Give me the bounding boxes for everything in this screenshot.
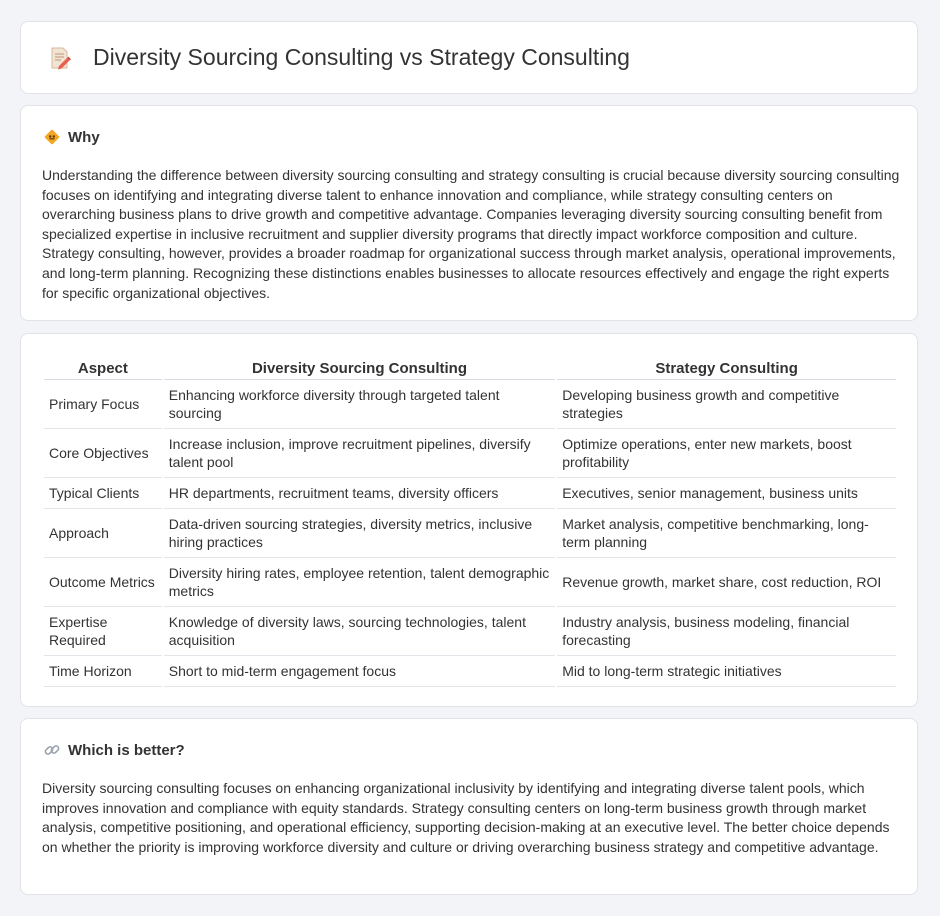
row-strategy-value: Optimize operations, enter new markets, boost profitability	[557, 429, 896, 478]
table-row	[44, 656, 896, 687]
row-aspect: Primary Focus	[44, 380, 162, 429]
table-row	[44, 478, 896, 509]
comparison-card	[20, 333, 918, 707]
row-strategy-value: Market analysis, competitive benchmarking, long-term planning	[557, 509, 896, 558]
row-strategy-value: Developing business growth and competitive strategies	[557, 380, 896, 429]
title-row	[47, 44, 630, 71]
table-row	[44, 607, 896, 656]
better-header	[43, 741, 185, 759]
why-paragraph: Understanding the difference between diversity sourcing consulting and strategy consulting is crucial because diversity sourcing consulting focuses on identifying and integrating diverse talent to enhance innovation and compliance, while strategy consulting centers on overarching business plans to drive growth and competitive advantage. Companies leveraging diversity sourcing consulting benefit from specialized expertise in inclusive recruitment and supplier diversity programs that directly impact workforce composition and culture. Strategy consulting, however, provides a broader roadmap for organizational success through market analysis, operational improvements, and long-term planning. Recognizing these distinctions enables businesses to allocate resources effectively and engage the right experts for specific organizational objectives.	[42, 167, 900, 301]
which-is-better-card	[20, 718, 918, 895]
row-strategy-value: Industry analysis, business modeling, financial forecasting	[557, 607, 896, 656]
table-row	[44, 429, 896, 478]
table-row	[44, 380, 896, 429]
row-diversity-value: Data-driven sourcing strategies, diversity metrics, inclusive hiring practices	[164, 509, 555, 558]
row-strategy-value: Mid to long-term strategic initiatives	[557, 656, 896, 687]
table-row	[44, 509, 896, 558]
comparison-table	[42, 355, 898, 687]
header-strategy: Strategy Consulting	[557, 355, 896, 380]
row-diversity-value: Short to mid-term engagement focus	[164, 656, 555, 687]
page-title: Diversity Sourcing Consulting vs Strategy Consulting	[93, 44, 630, 70]
row-diversity-value: Enhancing workforce diversity through targeted talent sourcing	[164, 380, 555, 429]
why-title: Why	[68, 128, 100, 146]
row-aspect: Outcome Metrics	[44, 558, 162, 607]
header-aspect: Aspect	[44, 355, 162, 380]
table-header-row	[44, 355, 896, 380]
row-diversity-value: Diversity hiring rates, employee retention, talent demographic metrics	[164, 558, 555, 607]
header-card	[20, 21, 918, 94]
better-paragraph: Diversity sourcing consulting focuses on enhancing organizational inclusivity by identifying and integrating diverse talent pools, which improves innovation and compliance with equity standards. Strategy consulting centers on long-term business growth through market analysis, competitive positioning, and operational efficiency, supporting decision-making at an executive level. The better choice depends on whether the priority is improving workforce diversity and culture or driving overarching business strategy and competitive advantage.	[42, 780, 890, 855]
document-pen-icon	[47, 45, 73, 71]
link-icon	[43, 741, 61, 759]
row-diversity-value: HR departments, recruitment teams, diversity officers	[164, 478, 555, 509]
diamond-sign-icon	[43, 128, 61, 146]
row-aspect: Expertise Required	[44, 607, 162, 656]
row-strategy-value: Revenue growth, market share, cost reduction, ROI	[557, 558, 896, 607]
row-aspect: Approach	[44, 509, 162, 558]
why-card	[20, 105, 918, 321]
row-strategy-value: Executives, senior management, business units	[557, 478, 896, 509]
table-row	[44, 558, 896, 607]
row-aspect: Core Objectives	[44, 429, 162, 478]
why-header	[43, 128, 100, 146]
better-title: Which is better?	[68, 741, 185, 759]
row-diversity-value: Increase inclusion, improve recruitment pipelines, diversify talent pool	[164, 429, 555, 478]
row-diversity-value: Knowledge of diversity laws, sourcing technologies, talent acquisition	[164, 607, 555, 656]
row-aspect: Time Horizon	[44, 656, 162, 687]
header-diversity-sourcing: Diversity Sourcing Consulting	[164, 355, 555, 380]
row-aspect: Typical Clients	[44, 478, 162, 509]
